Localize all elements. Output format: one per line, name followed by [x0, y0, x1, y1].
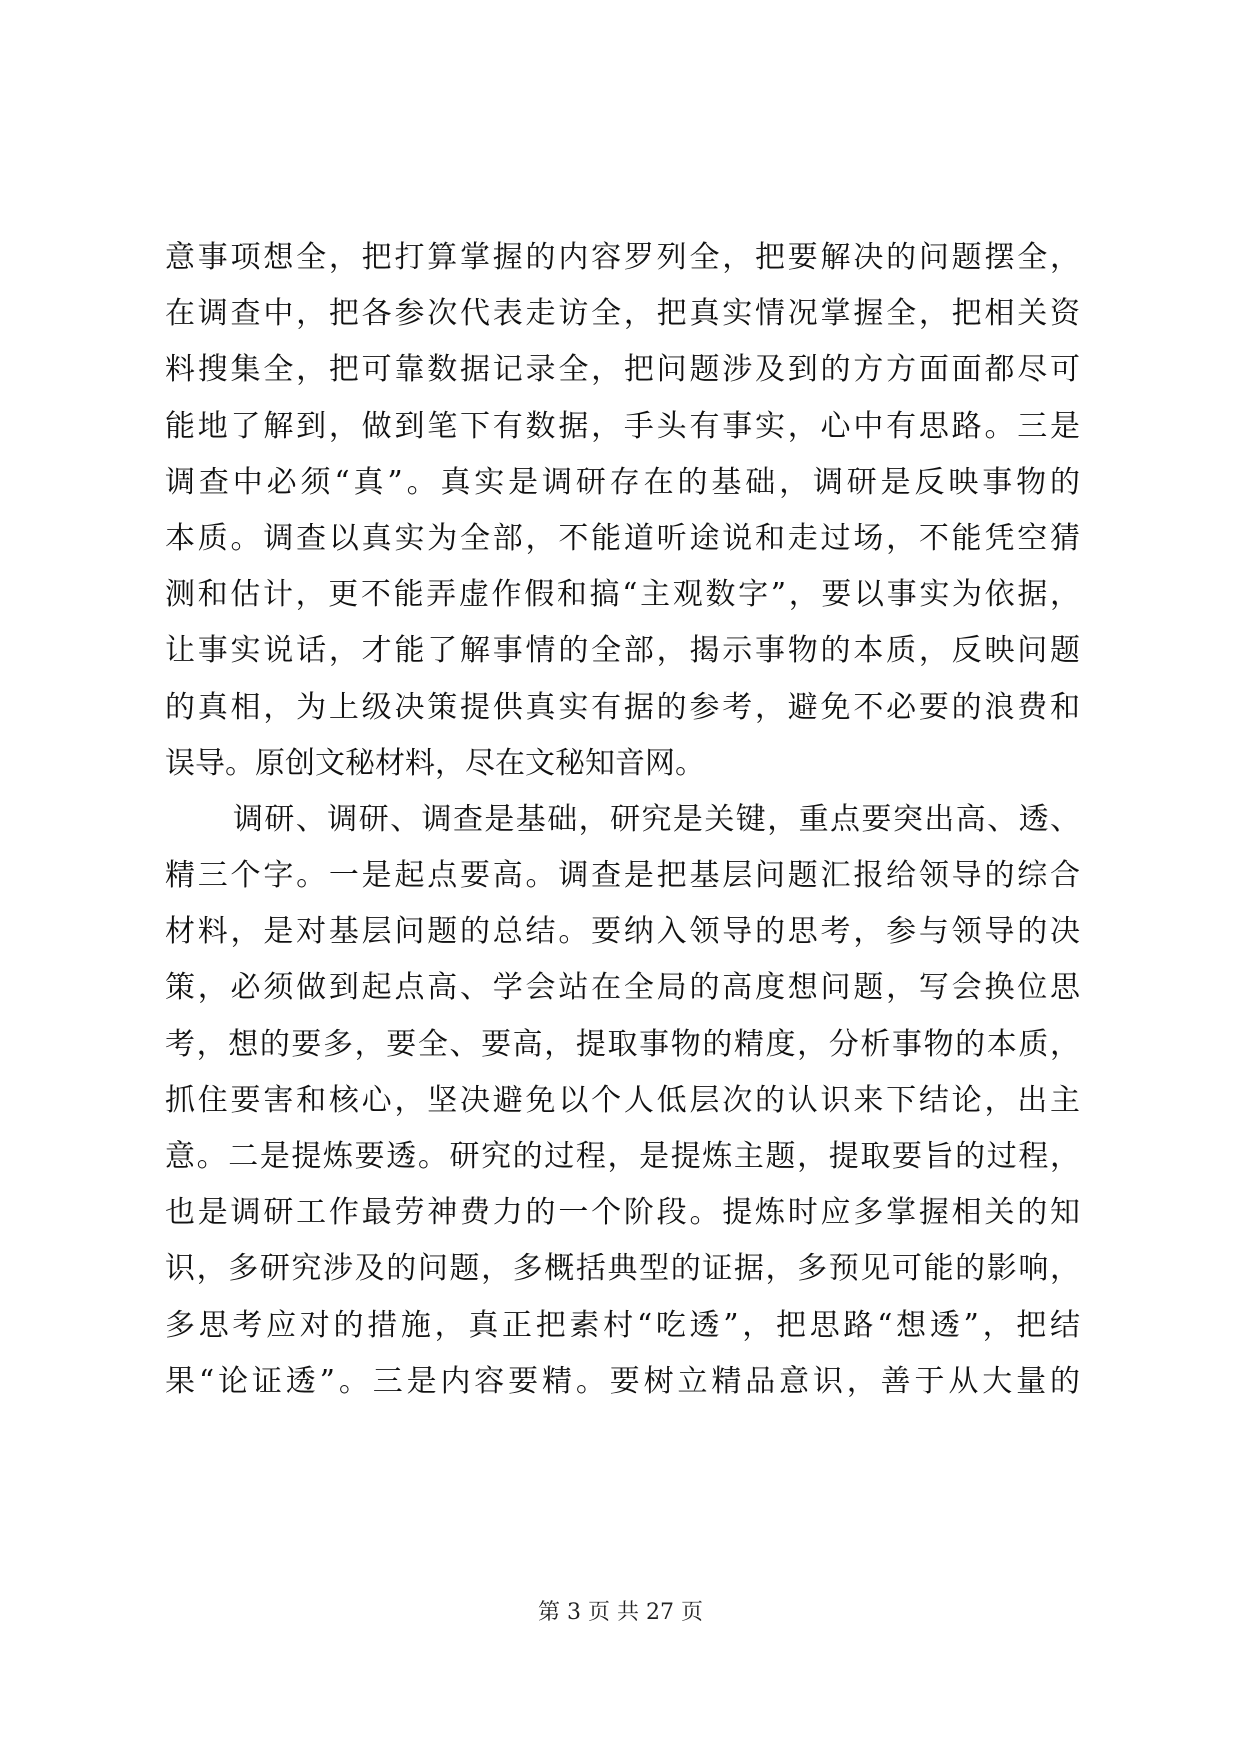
text-line: 果“论证透”。三是内容要精。要树立精品意识，善于从大量的: [165, 1363, 1080, 1399]
page-number-footer: 第 3 页 共 27 页: [538, 1600, 703, 1625]
text-line: 在调查中，把各参次代表走访全，把真实情况掌握全，把相关资: [165, 296, 1080, 332]
text-line: 的真相，为上级决策提供真实有据的参考，避免不必要的浪费和: [165, 689, 1080, 725]
text-line: 测和估计，更不能弄虚作假和搞“主观数字”，要以事实为依据，: [165, 577, 1080, 613]
text-line: 让事实说话，才能了解事情的全部，揭示事物的本质，反映问题: [165, 633, 1080, 669]
document-body: [165, 230, 1080, 1410]
text-line: 意事项想全，把打算掌握的内容罗列全，把要解决的问题摆全，: [165, 240, 1080, 275]
text-line: 料搜集全，把可靠数据记录全，把问题涉及到的方方面面都尽可: [165, 352, 1080, 388]
text-line: 多思考应对的措施，真正把素村“吃透”，把思路“想透”，把结: [165, 1307, 1080, 1343]
text-line: 识，多研究涉及的问题，多概括典型的证据，多预见可能的影响，: [165, 1251, 1080, 1287]
text-line: 考，想的要多，要全、要高，提取事物的精度，分析事物的本质，: [165, 1026, 1080, 1062]
text-line: 策，必须做到起点高、学会站在全局的高度想问题，写会换位思: [165, 970, 1080, 1006]
paragraph-2: [165, 792, 1080, 1410]
paragraph-1: [165, 230, 1080, 792]
text-line: 本质。调查以真实为全部，不能道听途说和走过场，不能凭空猜: [165, 520, 1080, 556]
text-line: 精三个字。一是起点要高。调查是把基层问题汇报给领导的综合: [165, 858, 1080, 894]
text-line: 误导。原创文秘材料，尽在文秘知音网。: [165, 745, 705, 781]
text-line: 调查中必须“真”。真实是调研存在的基础，调研是反映事物的: [165, 464, 1080, 500]
text-line: 材料，是对基层问题的总结。要纳入领导的思考，参与领导的决: [165, 914, 1080, 950]
text-line: 调研、调研、调查是基础，研究是关键，重点要突出高、透、: [233, 801, 1080, 837]
text-line: 也是调研工作最劳神费力的一个阶段。提炼时应多掌握相关的知: [165, 1195, 1080, 1231]
text-line: 抓住要害和核心，坚决避免以个人低层次的认识来下结论，出主: [165, 1082, 1080, 1118]
text-line: 意。二是提炼要透。研究的过程，是提炼主题，提取要旨的过程，: [165, 1139, 1080, 1174]
text-line: 能地了解到，做到笔下有数据，手头有事实，心中有思路。三是: [165, 408, 1080, 444]
